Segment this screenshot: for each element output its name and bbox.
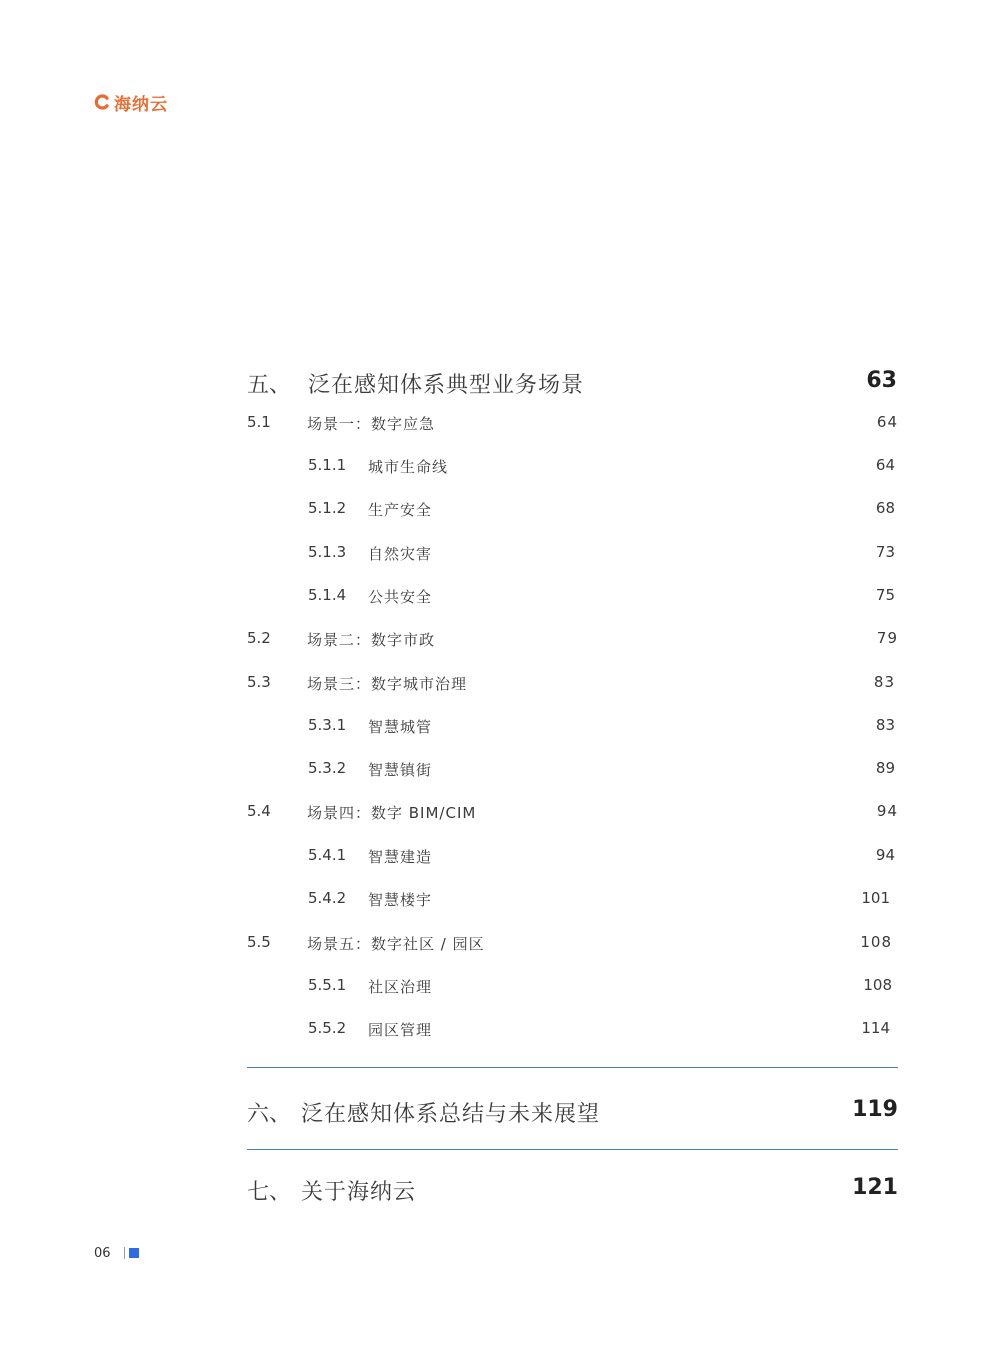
chapter-page: 63 xyxy=(866,368,897,393)
section-title: 场景二：数字市政 xyxy=(307,631,436,649)
subsection-page: 114 xyxy=(861,1019,890,1037)
subsection-title: 智慧镇街 xyxy=(368,761,433,779)
section-divider xyxy=(247,1067,898,1068)
section-page: 108 xyxy=(860,933,892,951)
subsection-title: 智慧建造 xyxy=(368,848,433,866)
section-number: 5.2 xyxy=(247,629,271,647)
subsection-number: 5.4.1 xyxy=(308,846,347,864)
subsection-title: 园区管理 xyxy=(368,1021,433,1039)
subsection-page: 64 xyxy=(875,456,895,474)
toc-chapter-6[interactable] xyxy=(247,1097,898,1125)
subsection-number: 5.3.2 xyxy=(308,759,347,777)
subsection-title: 自然灾害 xyxy=(368,545,433,563)
chapter-page: 121 xyxy=(852,1175,898,1200)
section-title: 场景一：数字应急 xyxy=(307,415,436,433)
subsection-number: 5.1.2 xyxy=(308,499,347,517)
chapter-number: 六、 xyxy=(247,1102,292,1127)
subsection-number: 5.1.3 xyxy=(308,543,347,561)
logo-c-icon xyxy=(94,94,110,110)
page-footer xyxy=(94,1244,139,1262)
chapter-page: 119 xyxy=(852,1097,898,1122)
toc-chapter-7[interactable] xyxy=(247,1175,898,1203)
section-page: 79 xyxy=(876,629,898,647)
subsection-number: 5.1.1 xyxy=(308,456,347,474)
subsection-title: 智慧城管 xyxy=(368,718,433,736)
toc-chapter-5[interactable] xyxy=(247,368,898,396)
subsection-page: 94 xyxy=(875,846,895,864)
brand-name: 海纳云 xyxy=(114,94,168,115)
page-number: 06 xyxy=(94,1245,111,1261)
chapter-number: 五、 xyxy=(247,373,292,398)
chapter-title: 泛在感知体系典型业务场景 xyxy=(308,373,585,398)
chapter-title: 泛在感知体系总结与未来展望 xyxy=(301,1102,601,1127)
section-number: 5.3 xyxy=(247,673,271,691)
chapter-title: 关于海纳云 xyxy=(301,1180,417,1205)
footer-separator xyxy=(124,1247,125,1259)
section-page: 94 xyxy=(876,802,898,820)
subsection-number: 5.1.4 xyxy=(308,586,347,604)
section-page: 83 xyxy=(873,673,895,691)
subsection-title: 城市生命线 xyxy=(368,458,449,476)
section-title: 场景四：数字 BIM/CIM xyxy=(307,804,477,822)
subsection-page: 89 xyxy=(875,759,895,777)
section-page: 64 xyxy=(876,413,898,431)
subsection-page: 108 xyxy=(863,976,892,994)
brand-logo xyxy=(94,90,168,114)
section-title: 场景五：数字社区 / 园区 xyxy=(307,935,485,953)
section-number: 5.4 xyxy=(247,802,271,820)
subsection-title: 生产安全 xyxy=(368,501,433,519)
subsection-title: 智慧楼宇 xyxy=(368,891,433,909)
section-number: 5.5 xyxy=(247,933,271,951)
section-divider xyxy=(247,1149,898,1150)
subsection-title: 社区治理 xyxy=(368,978,433,996)
subsection-number: 5.4.2 xyxy=(308,889,347,907)
subsection-page: 68 xyxy=(875,499,895,517)
subsection-page: 83 xyxy=(875,716,895,734)
footer-square-icon xyxy=(129,1248,139,1258)
chapter-number: 七、 xyxy=(247,1180,292,1205)
subsection-page: 75 xyxy=(875,586,895,604)
subsection-title: 公共安全 xyxy=(368,588,433,606)
section-title: 场景三：数字城市治理 xyxy=(307,675,468,693)
subsection-page: 101 xyxy=(861,889,890,907)
subsection-number: 5.5.1 xyxy=(308,976,347,994)
subsection-page: 73 xyxy=(875,543,895,561)
section-number: 5.1 xyxy=(247,413,271,431)
subsection-number: 5.3.1 xyxy=(308,716,347,734)
subsection-number: 5.5.2 xyxy=(308,1019,347,1037)
